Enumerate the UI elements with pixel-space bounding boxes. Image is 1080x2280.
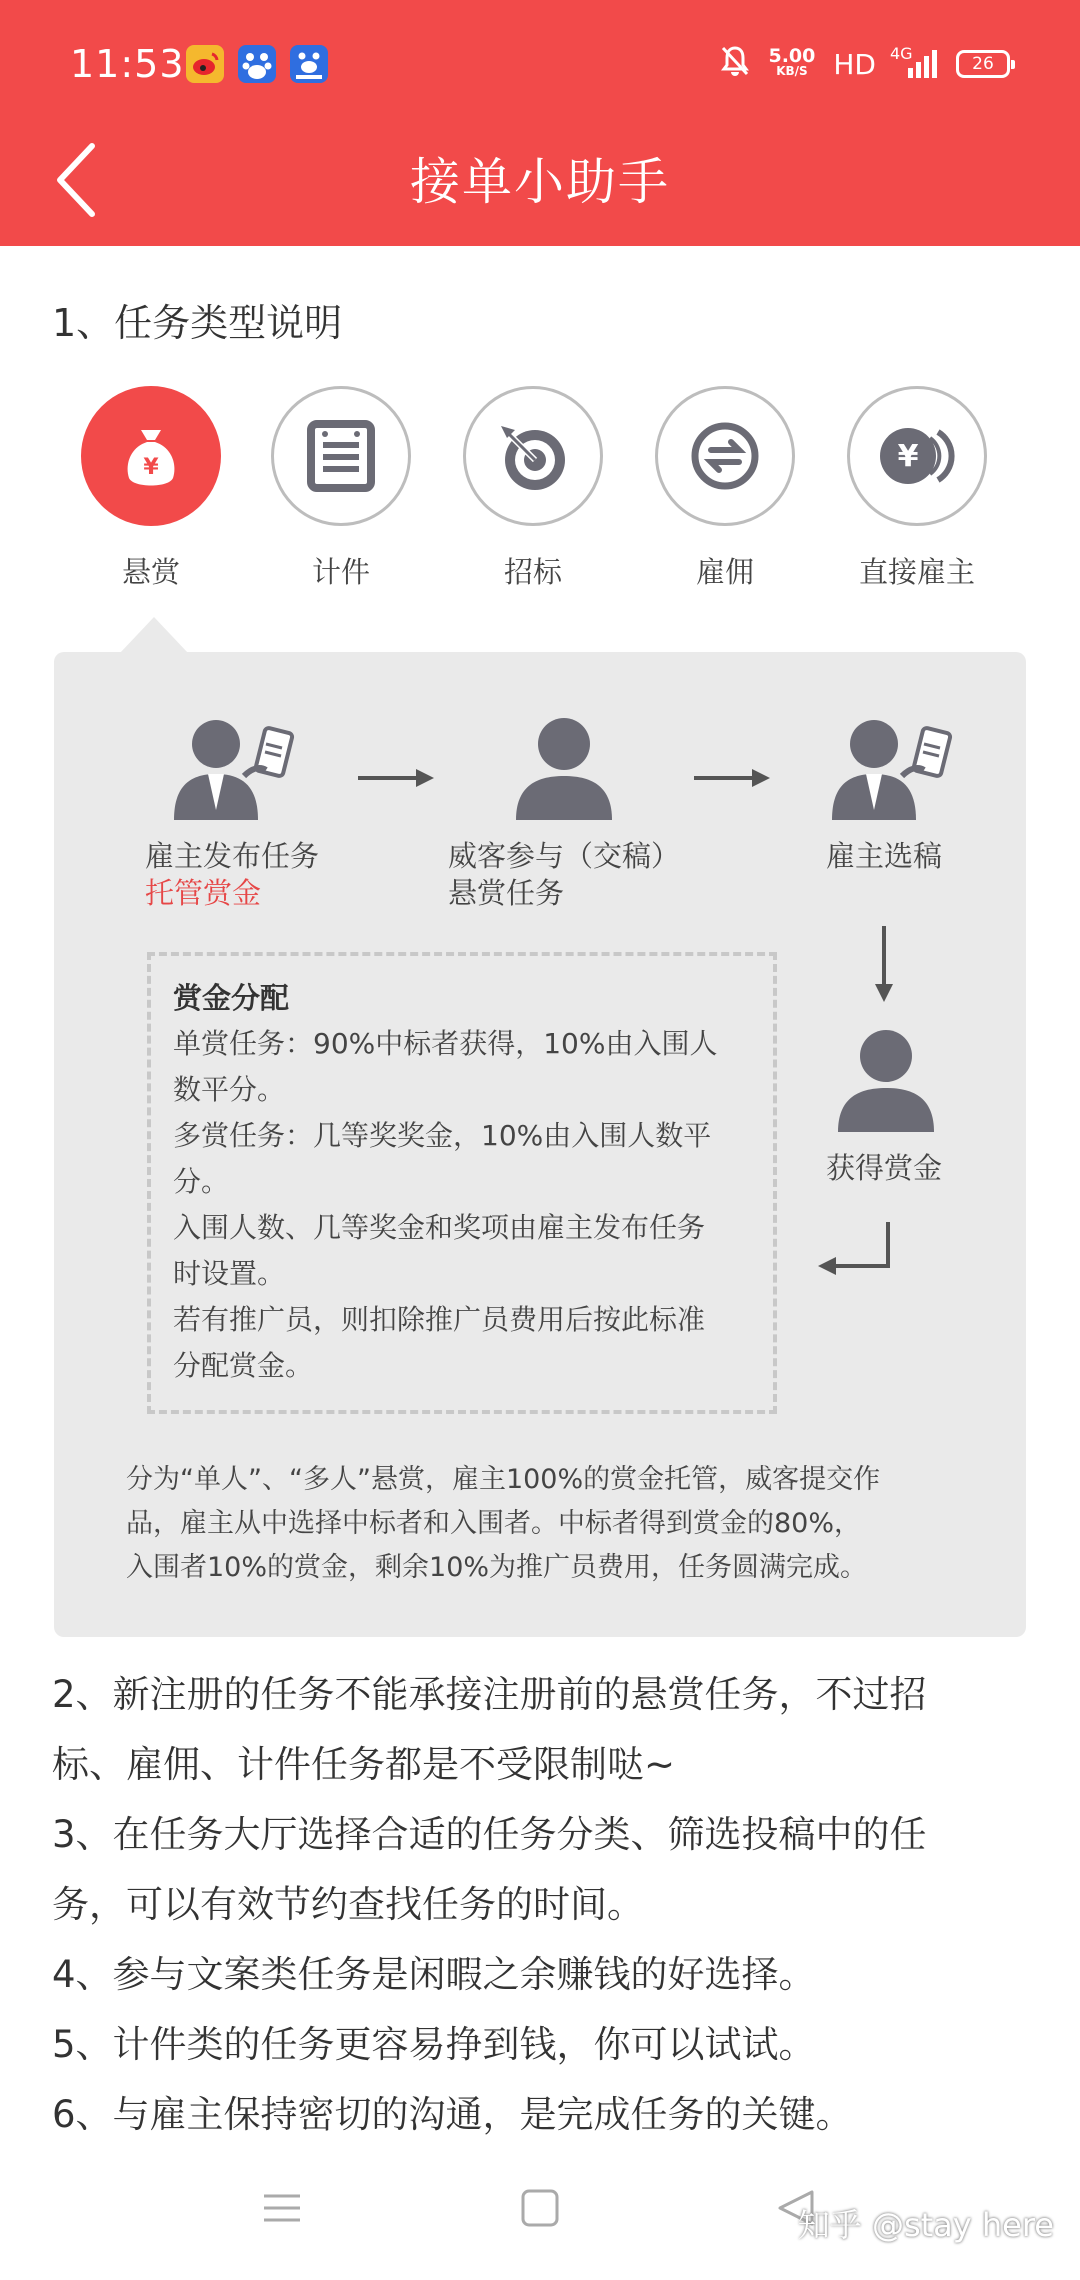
watermark: 知乎 @stay here <box>797 2206 1054 2244</box>
distribution-title: 赏金分配 <box>173 981 290 1015</box>
battery-icon: 26 <box>956 50 1010 78</box>
tip-line: 4、参与文案类任务是闲暇之余赚钱的好选择。 <box>52 1953 816 1996</box>
distribution-line: 数平分。 <box>173 1073 286 1106</box>
target-icon <box>463 386 603 526</box>
employer-select-icon <box>826 710 956 826</box>
signal-label: 4G <box>890 44 913 63</box>
flow-step-publish-line1: 雇主发布任务 <box>145 839 320 873</box>
tip-line: 6、与雇主保持密切的沟通，是完成任务的关键。 <box>52 2093 853 2136</box>
hd-indicator: HD <box>833 47 876 81</box>
status-indicators <box>720 44 1010 84</box>
distribution-line: 时设置。 <box>173 1257 286 1290</box>
flow-step-receive: 获得赏金 <box>826 1151 943 1185</box>
page-title: 接单小助手 <box>410 153 670 211</box>
tab-label: 计件 <box>311 555 370 589</box>
status-bar <box>0 0 1080 120</box>
flow-step-participate <box>448 838 680 912</box>
arrow-down-icon <box>872 924 896 1004</box>
distribution-line: 分。 <box>173 1165 230 1198</box>
tab-bidding[interactable] <box>460 386 606 591</box>
employer-phone-icon <box>168 710 298 826</box>
flow-step-publish-line2: 托管赏金 <box>145 876 262 910</box>
tips-list <box>52 1660 1042 2150</box>
reward-summary <box>126 1458 946 1590</box>
network-speed <box>768 45 816 79</box>
tab-label: 直接雇主 <box>858 555 975 589</box>
worker-person-icon <box>504 708 624 824</box>
svg-text:¥: ¥ <box>897 439 919 474</box>
distribution-line: 入围人数、几等奖金和奖项由雇主发布任务 <box>173 1211 706 1244</box>
tip-line: 3、在任务大厅选择合适的任务分类、筛选投稿中的任 <box>52 1813 927 1856</box>
nav-bar <box>0 120 1080 246</box>
baidu-map-app-icon <box>290 45 328 83</box>
flow-step-select: 雇主选稿 <box>826 839 943 873</box>
arrow-right-icon <box>356 766 436 790</box>
mute-bell-icon <box>720 45 750 84</box>
distribution-line: 若有推广员，则扣除推广员费用后按此标准 <box>173 1303 706 1336</box>
flow-step-participate-line2: 悬赏任务 <box>448 876 565 910</box>
distribution-line: 多赏任务：几等奖奖金，10%由入围人数平 <box>173 1119 712 1152</box>
network-speed-unit: KB/S <box>776 64 808 78</box>
tip-line: 2、新注册的任务不能承接注册前的悬赏任务，不过招 <box>52 1673 927 1716</box>
flow-step-publish <box>145 838 319 912</box>
svg-text:¥: ¥ <box>143 455 159 480</box>
arrow-right-icon <box>692 766 772 790</box>
status-time: 11:53 <box>70 42 185 86</box>
tab-label: 悬赏 <box>121 555 180 589</box>
signal-icon <box>890 44 938 80</box>
panel-pointer <box>120 617 188 653</box>
tip-line: 标、雇佣、计件任务都是不受限制哒~ <box>52 1743 676 1786</box>
menu-button[interactable] <box>262 2188 302 2232</box>
money-bag-icon <box>81 386 221 526</box>
network-speed-value: 5.00 <box>768 45 816 67</box>
tab-reward[interactable] <box>78 386 224 591</box>
tab-label: 雇佣 <box>695 555 754 589</box>
tab-employment[interactable] <box>652 386 798 591</box>
tab-piecework[interactable] <box>268 386 414 591</box>
home-button[interactable] <box>520 2188 560 2232</box>
document-list-icon <box>271 386 411 526</box>
arrow-return-left-icon <box>816 1220 896 1280</box>
baidu-app-icon <box>238 45 276 83</box>
summary-line: 分为“单人”、“多人”悬赏，雇主100%的赏金托管，威客提交作 <box>126 1464 881 1495</box>
flow-step-participate-line1: 威客参与（交稿） <box>448 839 681 873</box>
app-header <box>0 0 1080 246</box>
menu-icon <box>262 2188 302 2228</box>
winner-person-icon <box>826 1020 946 1136</box>
section-title: 1、任务类型说明 <box>52 301 343 345</box>
tab-label: 招标 <box>503 555 562 589</box>
tip-line: 5、计件类的任务更容易挣到钱，你可以试试。 <box>52 2023 816 2066</box>
square-home-icon <box>520 2188 560 2228</box>
distribution-line: 单赏任务：90%中标者获得，10%由入围人 <box>173 1027 718 1060</box>
task-type-tabs <box>78 386 998 589</box>
summary-line: 品，雇主从中选择中标者和入围者。中标者得到赏金的80%， <box>126 1508 862 1539</box>
distribution-line: 分配赏金。 <box>173 1349 314 1382</box>
reward-distribution-box <box>147 952 777 1414</box>
exchange-icon <box>655 386 795 526</box>
tip-line: 务，可以有效节约查找任务的时间。 <box>52 1883 644 1926</box>
summary-line: 入围者10%的赏金，剩余10%为推广员费用，任务圆满完成。 <box>126 1552 868 1583</box>
yuan-coins-icon <box>847 386 987 526</box>
tab-direct-employer[interactable] <box>844 386 990 591</box>
weibo-app-icon <box>186 45 224 83</box>
